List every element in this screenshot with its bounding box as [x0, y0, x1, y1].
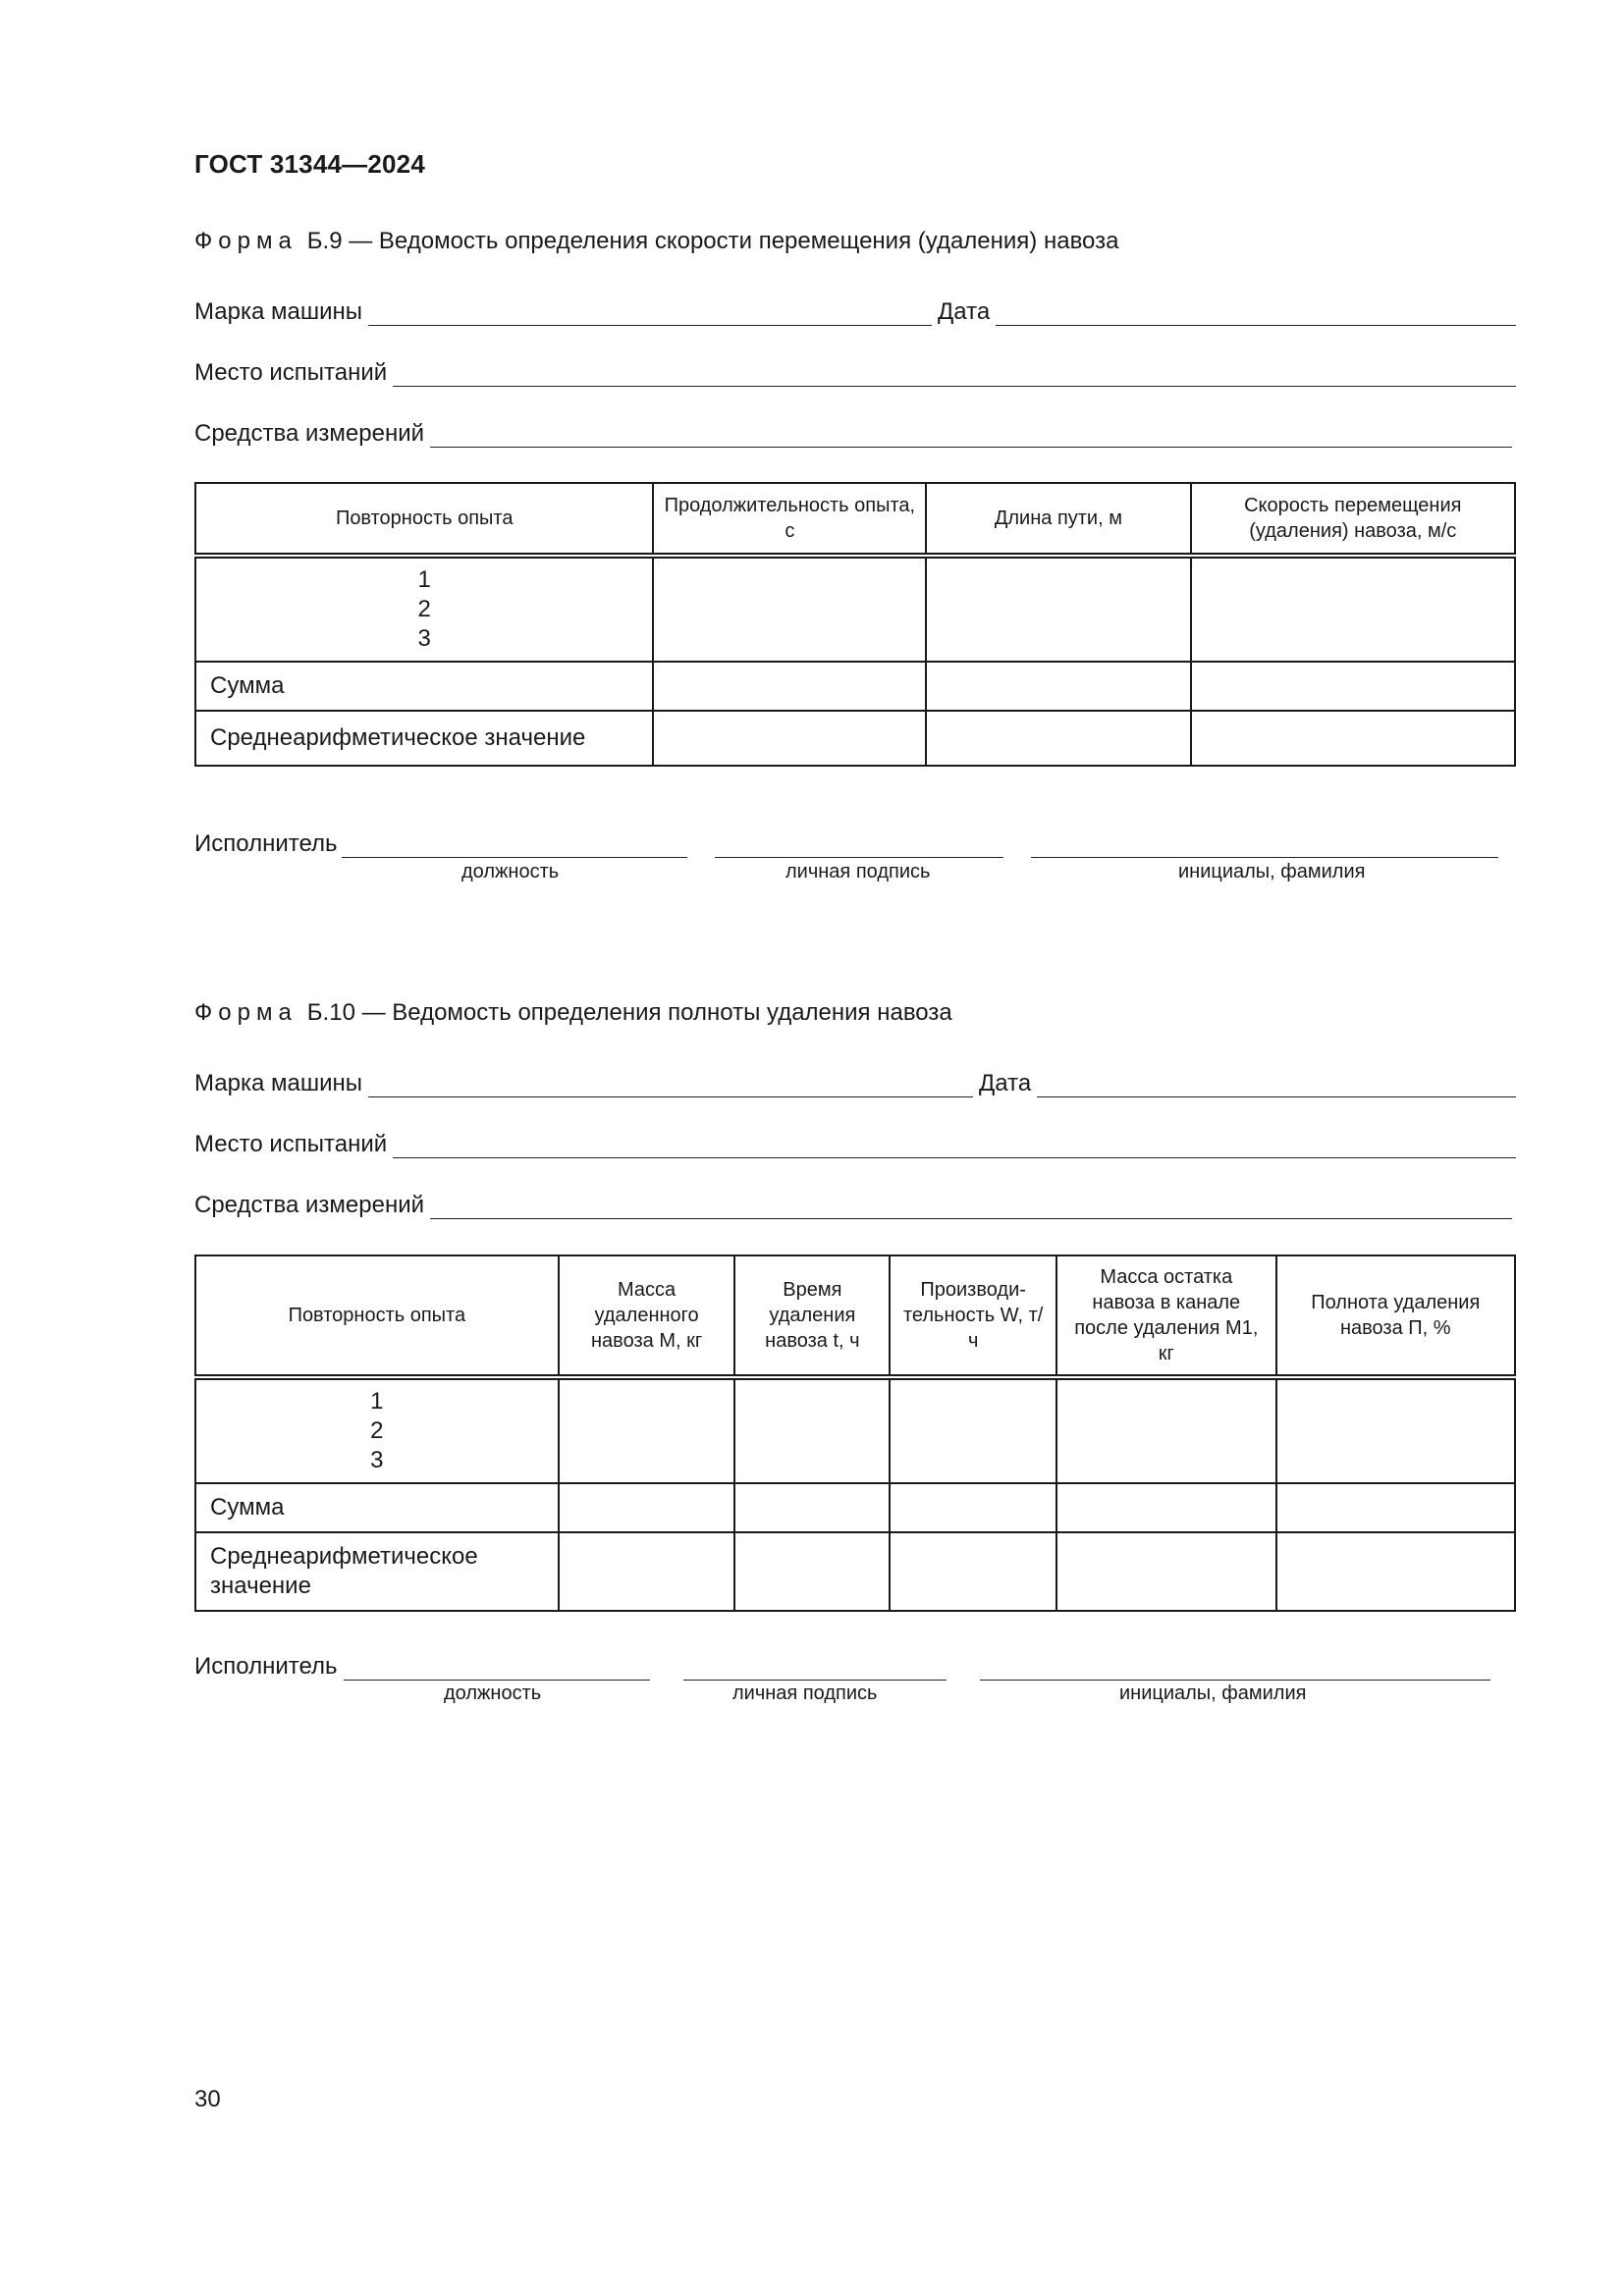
- form10-sum-completeness[interactable]: [1276, 1483, 1515, 1532]
- page-number: 30: [194, 2086, 221, 2112]
- form10-repeat-numbers: [195, 1377, 559, 1483]
- form9-instruments-input-line[interactable]: [430, 423, 1512, 448]
- form9-repeat-1: 1: [417, 566, 431, 593]
- form10-repeat-3: 3: [370, 1447, 384, 1473]
- form9-executor-signature-line[interactable]: [715, 833, 1003, 858]
- form10-cell-productivity[interactable]: [890, 1377, 1056, 1483]
- form10-sum-productivity[interactable]: [890, 1483, 1056, 1532]
- form9-caption-signature: личная подпись: [785, 861, 931, 882]
- document-header: ГОСТ 31344—2024: [194, 149, 425, 179]
- form10-title-text: Б.10 — Ведомость определения полноты удаления навоза: [306, 999, 952, 1026]
- form9-executor-position-line[interactable]: [342, 833, 687, 858]
- form10-cell-time[interactable]: [734, 1377, 890, 1483]
- form10-caption-position: должность: [444, 1682, 542, 1704]
- form9-place-row: [194, 355, 1516, 387]
- form9-executor-name-line[interactable]: [1031, 833, 1498, 858]
- form10-executor-signature-line[interactable]: [683, 1656, 947, 1681]
- form10-table-mean-row: [195, 1532, 1515, 1611]
- form9-table-mean-row: [195, 711, 1515, 766]
- form9-repeat-2: 2: [417, 596, 431, 622]
- form9-executor-row: [194, 827, 1498, 858]
- form10-cell-completeness[interactable]: [1276, 1377, 1515, 1483]
- form10-caption-name: инициалы, фамилия: [1119, 1682, 1307, 1704]
- form10-mean-residue[interactable]: [1056, 1532, 1275, 1611]
- form10-instruments-input-line[interactable]: [430, 1195, 1512, 1219]
- form10-executor-label: Исполнитель: [194, 1653, 338, 1680]
- form10-executor-position-line[interactable]: [344, 1656, 650, 1681]
- form9-sum-speed[interactable]: [1191, 662, 1515, 711]
- form9-date-label: Дата: [938, 298, 991, 325]
- form9-mean-length[interactable]: [926, 711, 1190, 766]
- form9-table-header-row: [195, 483, 1515, 556]
- form9-place-label: Место испытаний: [194, 359, 388, 386]
- form10-table: [194, 1255, 1516, 1612]
- form9-mean-duration[interactable]: [653, 711, 926, 766]
- form10-header-completeness: Полнота удаления навоза П, %: [1276, 1255, 1515, 1377]
- form10-cell-residue[interactable]: [1056, 1377, 1275, 1483]
- form10-instruments-row: [194, 1188, 1512, 1219]
- form9-header-length: Длина пути, м: [926, 483, 1190, 556]
- form10-mean-mass[interactable]: [559, 1532, 735, 1611]
- form9-title-text: Б.9 — Ведомость определения скорости перемещения (удаления) навоза: [306, 228, 1119, 254]
- form10-place-label: Место испытаний: [194, 1131, 388, 1157]
- form9-repeat-numbers: [195, 556, 653, 662]
- form9-machine-label: Марка машины: [194, 298, 363, 325]
- form10-machine-date-row: [194, 1066, 1516, 1097]
- form9-repeat-3: 3: [417, 625, 431, 652]
- form10-sum-residue[interactable]: [1056, 1483, 1275, 1532]
- form9-mean-label: Среднеарифметическое значение: [195, 711, 653, 766]
- form9-mean-speed[interactable]: [1191, 711, 1515, 766]
- form10-instruments-label: Средства измерений: [194, 1192, 425, 1218]
- form9-cell-speed[interactable]: [1191, 556, 1515, 662]
- form9-table-sum-row: [195, 662, 1515, 711]
- form9-sum-length[interactable]: [926, 662, 1190, 711]
- form10-date-label: Дата: [979, 1070, 1032, 1096]
- form10-header-time: Время удаления навоза t, ч: [734, 1255, 890, 1377]
- form10-cell-mass[interactable]: [559, 1377, 735, 1483]
- form9-machine-date-row: [194, 294, 1516, 326]
- form10-header-repeat: Повторность опыта: [195, 1255, 559, 1377]
- form9-caption-name: инициалы, фамилия: [1178, 861, 1366, 882]
- form9-sum-label: Сумма: [195, 662, 653, 711]
- form9-title: [194, 228, 1118, 255]
- form9-machine-input-line[interactable]: [368, 301, 932, 326]
- form9-table: [194, 482, 1516, 767]
- form9-instruments-label: Средства измерений: [194, 420, 425, 447]
- form10-mean-time[interactable]: [734, 1532, 890, 1611]
- form10-machine-label: Марка машины: [194, 1070, 363, 1096]
- form10-sum-time[interactable]: [734, 1483, 890, 1532]
- form10-table-sum-row: [195, 1483, 1515, 1532]
- form10-date-input-line[interactable]: [1037, 1073, 1516, 1097]
- form9-sum-duration[interactable]: [653, 662, 926, 711]
- form10-repeat-2: 2: [370, 1417, 384, 1444]
- form9-header-speed: Скорость перемещения (удаления) навоза, м/с: [1191, 483, 1515, 556]
- form10-header-productivity: Производи-тельность W, т/ч: [890, 1255, 1056, 1377]
- form10-caption-signature: личная подпись: [732, 1682, 878, 1704]
- form9-executor-label: Исполнитель: [194, 830, 338, 857]
- form9-date-input-line[interactable]: [996, 301, 1516, 326]
- form9-table-repeats-row: [195, 556, 1515, 662]
- form10-header-mass: Масса удаленного навоза M, кг: [559, 1255, 735, 1377]
- form9-cell-duration[interactable]: [653, 556, 926, 662]
- form9-title-prefix: Форма: [194, 228, 298, 254]
- form10-table-repeats-row: [195, 1377, 1515, 1483]
- form10-place-input-line[interactable]: [393, 1134, 1516, 1158]
- form10-executor-name-line[interactable]: [980, 1656, 1490, 1681]
- form9-caption-position: должность: [461, 861, 560, 882]
- form9-place-input-line[interactable]: [393, 362, 1516, 387]
- form10-title: [194, 999, 952, 1027]
- form9-header-repeat: Повторность опыта: [195, 483, 653, 556]
- form10-repeat-1: 1: [370, 1388, 384, 1415]
- form10-mean-completeness[interactable]: [1276, 1532, 1515, 1611]
- form10-table-header-row: [195, 1255, 1515, 1377]
- form9-cell-length[interactable]: [926, 556, 1190, 662]
- form9-instruments-row: [194, 416, 1512, 448]
- form10-header-residue: Масса остатка навоза в канале после удаления M1, кг: [1056, 1255, 1275, 1377]
- form10-sum-mass[interactable]: [559, 1483, 735, 1532]
- form10-machine-input-line[interactable]: [368, 1073, 973, 1097]
- form10-title-prefix: Форма: [194, 999, 298, 1026]
- form10-executor-row: [194, 1649, 1490, 1681]
- form10-sum-label: Сумма: [195, 1483, 559, 1532]
- form10-mean-label: Среднеарифметическое значение: [195, 1532, 559, 1611]
- form10-mean-productivity[interactable]: [890, 1532, 1056, 1611]
- form9-header-duration: Продолжительность опыта, с: [653, 483, 926, 556]
- form10-place-row: [194, 1127, 1516, 1158]
